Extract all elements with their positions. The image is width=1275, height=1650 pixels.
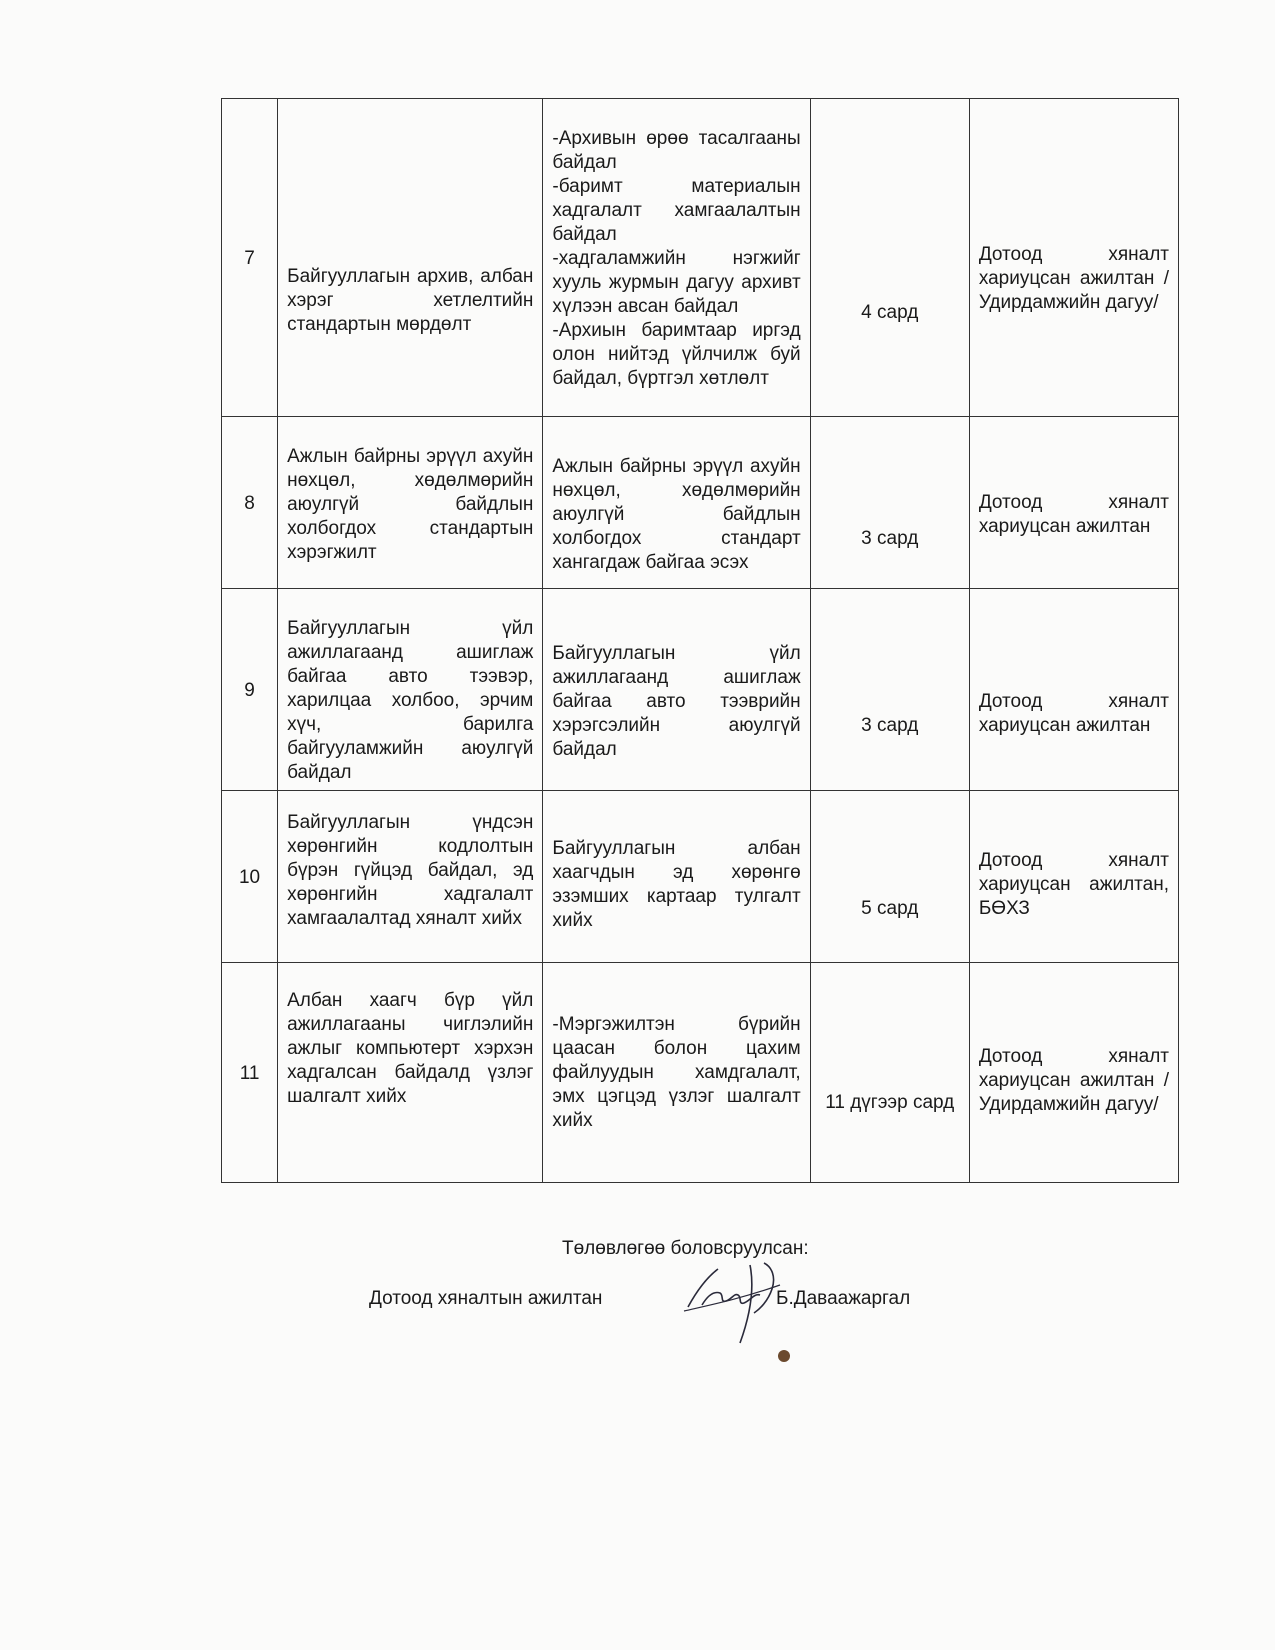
- inspection-content: -Архивын өрөө тасалгааны байдал -баримт материалын хадгалалт хамгаалалтын байдал -хадгаламжийн нэгжийг хууль журмын дагуу архивт хүлээн авсан байдал -Архиын баримтаар иргэд олон нийтэд үйлчилж буй байдал, бүртгэл хөтлөлт: [543, 99, 810, 417]
- responsible-person: Дотоод хяналт хариуцсан ажилтан: [969, 417, 1178, 589]
- responsible-person: Дотоод хяналт хариуцсан ажилтан: [969, 589, 1178, 791]
- row-number: 11: [222, 963, 278, 1183]
- signer-name: Б.Даваажаргал: [776, 1288, 911, 1309]
- row-number: 8: [222, 417, 278, 589]
- table-row: [222, 791, 1179, 963]
- inspection-time: 3 сард: [810, 589, 969, 791]
- inspection-content: Ажлын байрны эрүүл ахуйн нөхцөл, хөдөлмөрийн аюулгүй байдлын холбогдох стандарт хангагдаж байгаа эсэх: [543, 417, 810, 589]
- inspection-time: 4 сард: [810, 99, 969, 417]
- inspection-time: 11 дүгээр сард: [810, 963, 969, 1183]
- inspection-topic: Байгууллагын үйл ажиллагаанд ашиглаж байгаа авто тээвэр, харилцаа холбоо, эрчим хүч, барилга байгууламжийн аюулгүй байдал: [278, 589, 543, 791]
- inspection-topic: Албан хаагч бүр үйл ажиллагааны чиглэлийн ажлыг компьютерт хэрхэн хадгалсан байдалд үзлэг шалгалт хийх: [278, 963, 543, 1183]
- responsible-person: Дотоод хяналт хариуцсан ажилтан /Удирдамжийн дагуу/: [969, 963, 1178, 1183]
- table-row: [222, 589, 1179, 791]
- inspection-content: Байгууллагын үйл ажиллагаанд ашиглаж байгаа авто тээврийн хэрэгсэлийн аюулгүй байдал: [543, 589, 810, 791]
- row-number: 10: [222, 791, 278, 963]
- row-number: 7: [222, 99, 278, 417]
- inspection-content: Байгууллагын албан хаагчдын эд хөрөнгө эзэмших картаар тулгалт хийх: [543, 791, 810, 963]
- inspection-plan-table: [221, 98, 1179, 1183]
- table-row: [222, 99, 1179, 417]
- responsible-person: Дотоод хяналт хариуцсан ажилтан /Удирдамжийн дагуу/: [969, 99, 1178, 417]
- prepared-by-label: Төлөвлөгөө боловсруулсан:: [562, 1238, 809, 1259]
- row-number: 9: [222, 589, 278, 791]
- inspection-time: 5 сард: [810, 791, 969, 963]
- inspection-topic: Ажлын байрны эрүүл ахуйн нөхцөл, хөдөлмөрийн аюулгүй байдлын холбогдох стандартын хэрэгжилт: [278, 417, 543, 589]
- inspection-topic: Байгууллагын үндсэн хөрөнгийн кодлолтын бүрэн гүйцэд байдал, эд хөрөнгийн хадгалалт хамгаалалтад хяналт хийх: [278, 791, 543, 963]
- table-row: [222, 963, 1179, 1183]
- inspection-topic: Байгууллагын архив, албан хэрэг хетлелтийн стандартын мөрдөлт: [278, 99, 543, 417]
- signer-position: Дотоод хяналтын ажилтан: [369, 1288, 603, 1309]
- inspection-content: -Мэргэжилтэн бүрийн цаасан болон цахим файлуудын хамдгалалт, эмх цэгцэд үзлэг шалгалт хийх: [543, 963, 810, 1183]
- responsible-person: Дотоод хяналт хариуцсан ажилтан, БӨХЗ: [969, 791, 1178, 963]
- inspection-time: 3 сард: [810, 417, 969, 589]
- table-row: [222, 417, 1179, 589]
